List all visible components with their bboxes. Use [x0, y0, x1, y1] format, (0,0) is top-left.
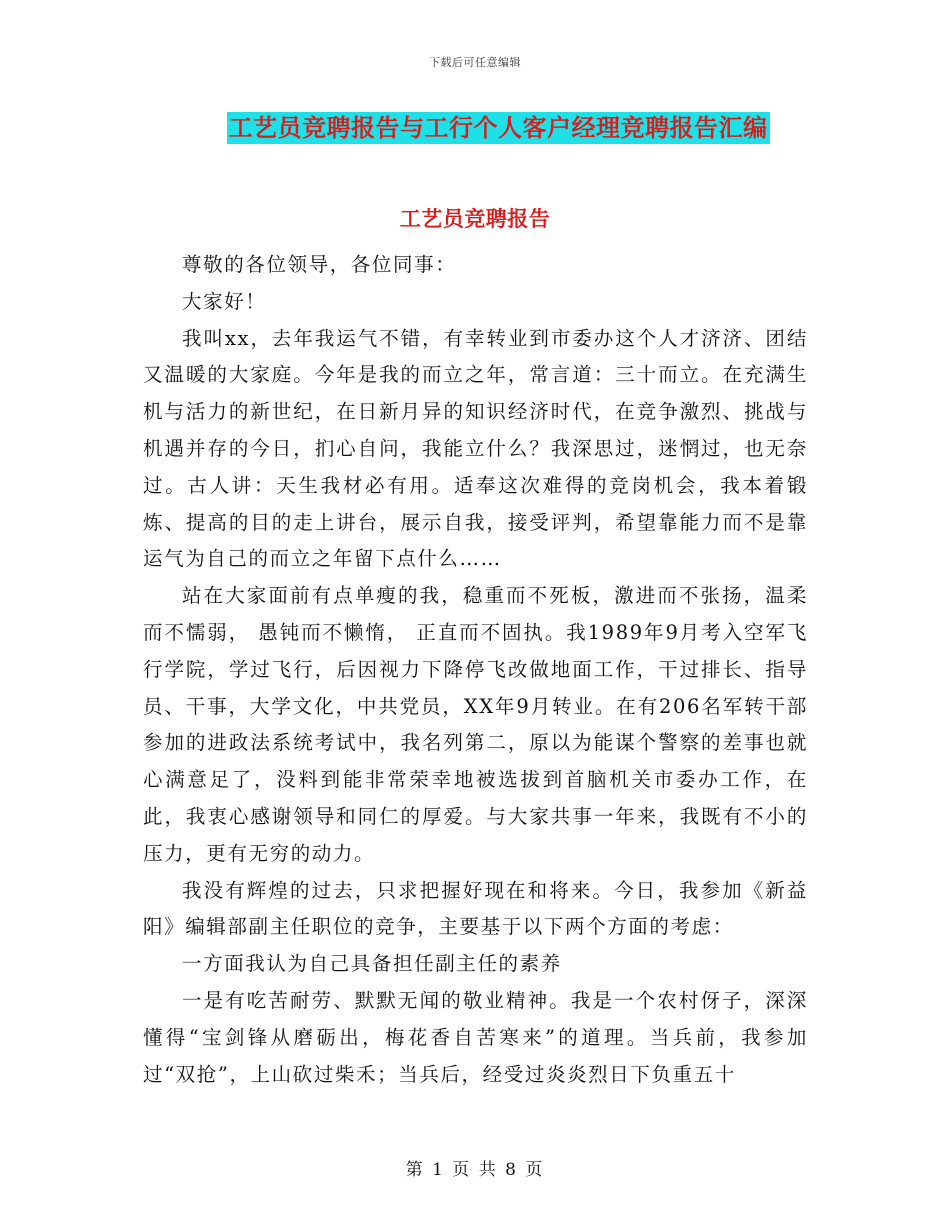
main-title-container [0, 112, 950, 144]
paragraph-salutation: 尊敬的各位领导，各位同事： [182, 253, 457, 276]
page-footer: 第 1 页 共 8 页 [405, 1160, 545, 1180]
paragraph-heading-qualification: 一方面我认为自己具备担任副主任的素养 [182, 952, 562, 976]
paragraph-background: 站在大家面前有点单瘦的我，稳重而不死板，激进而不张扬，温柔而不懦弱， 愚钝而不懒惰， 正直而不固执。我1989年9月考入空军飞行学院，学过飞行，后因视力下降停飞改做地面工作，干过排长、指导员、干事，大学文化，中共党员，XX年9月转业。在有206名军转干部参加的进政法系统考试中，我名列第二，原以为能谋个警察的差事也就心满意足了，没料到能非常荣幸地被选拔到首脑机关市委办工作，在此，我衷心感谢领导和同仁的厚爱。与大家共事一年来，我既有不小的压力，更有无穷的动力。 [143, 584, 808, 865]
main-title: 工艺员竞聘报告与工行个人客户经理竞聘报告汇编 [228, 113, 768, 142]
body-text [143, 247, 808, 1093]
paragraph-introduction: 我叫xx，去年我运气不错，有幸转业到市委办这个人才济济、团结又温暖的大家庭。今年是我的而立之年，常言道：三十而立。在充满生机与活力的新世纪，在日新月异的知识经济时代，在竞争激烈、挑战与机遇并存的今日，扪心自问，我能立什么？我深思过，迷惘过，也无奈过。古人讲：天生我材必有用。适奉这次难得的竞岗机会，我本着锻炼、提高的目的走上讲台，展示自我，接受评判，希望靠能力而不是靠运气为自己的而立之年留下点什么…… [143, 326, 808, 571]
paragraph-greeting: 大家好！ [182, 289, 267, 313]
paragraph-dedication: 一是有吃苦耐劳、默默无闻的敬业精神。我是一个农村伢子，深深懂得“宝剑锋从磨砺出，梅花香自苦寒来”的道理。当兵前，我参加过“双抢”，上山砍过柴禾；当兵后，经受过炎炎烈日下负重五十 [143, 988, 808, 1086]
header-note: 下载后可任意编辑 [429, 56, 521, 69]
section-title: 工艺员竞聘报告 [399, 206, 551, 231]
paragraph-purpose: 我没有辉煌的过去，只求把握好现在和将来。今日，我参加《新益阳》编辑部副主任职位的竞争，主要基于以下两个方面的考虑： [143, 878, 808, 939]
